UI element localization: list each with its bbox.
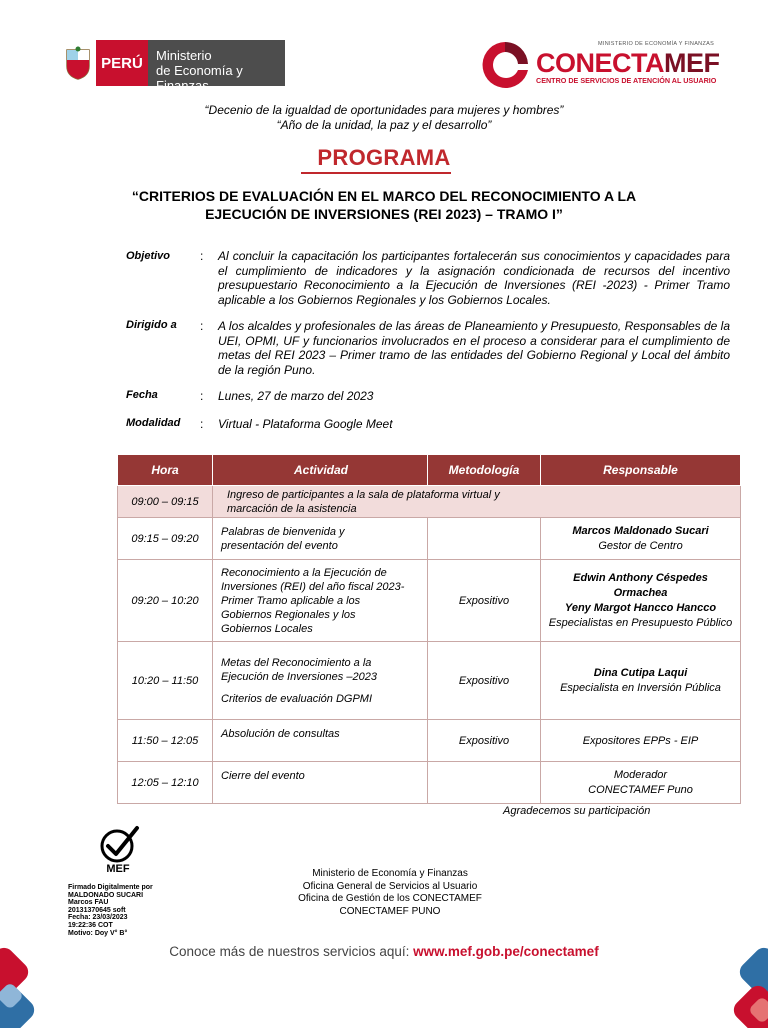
signature-line: 19:22:36 COT bbox=[68, 921, 113, 929]
dirigido-value: A los alcaldes y profesionales de las áreas de Planeamiento y Presupuesto, Responsables de la UEI, OPMI, UF y funcionarios involucrados en el proceso a considerar para el cumplimiento de metas del REI 2023 – Primer tramo de las entidades del Gobierno Regional y Local del ámbito de la región Puno. bbox=[218, 319, 730, 377]
row-actividad bbox=[213, 518, 428, 560]
row-actividad bbox=[213, 642, 428, 720]
row-metodologia bbox=[428, 518, 541, 560]
row-responsable bbox=[541, 762, 741, 804]
peru-label: PERÚ bbox=[96, 40, 148, 86]
ministry-line2: de Economía y Finanzas bbox=[156, 63, 243, 93]
row-hora: 11:50 – 12:05 bbox=[118, 720, 213, 762]
responsable-role: Especialistas en Presupuesto Público bbox=[548, 616, 733, 629]
table-row bbox=[118, 642, 741, 720]
footer-line4: CONECTAMEF PUNO bbox=[339, 905, 441, 917]
peru-mef-logo bbox=[60, 40, 285, 93]
conectamef-subtitle: CENTRO DE SERVICIOS DE ATENCIÓN AL USUARIO bbox=[536, 76, 717, 85]
header-hora: Hora bbox=[118, 455, 213, 486]
responsable-name: Ormachea bbox=[613, 586, 668, 599]
row-actividad bbox=[213, 720, 428, 762]
conectamef-link[interactable]: www.mef.gob.pe/conectamef bbox=[413, 944, 599, 959]
signature-line: Fecha: 23/03/2023 bbox=[68, 914, 128, 922]
conectamef-logo bbox=[478, 38, 728, 88]
title-underline bbox=[301, 172, 451, 174]
row-actividad-text: Ingreso de participantes a la sala de plataforma virtual y marcación de la asistencia bbox=[227, 488, 500, 515]
row-metodologia: Expositivo bbox=[428, 642, 541, 720]
schedule-header-row bbox=[118, 455, 741, 486]
modalidad-colon: : bbox=[200, 417, 204, 431]
header-actividad: Actividad bbox=[213, 455, 428, 486]
dirigido-label: Dirigido a bbox=[126, 319, 177, 331]
modalidad-label: Modalidad bbox=[126, 417, 181, 429]
row-responsable bbox=[541, 518, 741, 560]
mef-signature-mark bbox=[95, 824, 145, 874]
signature-line: Firmado Digitalmente por bbox=[68, 884, 153, 891]
conectamef-name-b: MEF bbox=[664, 48, 720, 78]
bottom-banner-text: Conoce más de nuestros servicios aquí: bbox=[169, 944, 414, 959]
row-responsable bbox=[541, 642, 741, 720]
responsable-role: Expositores EPPs - EIP bbox=[582, 734, 699, 747]
signature-line: Motivo: Doy V° B° bbox=[68, 929, 128, 937]
row-actividad-text: Reconocimiento a la Ejecución de Inversiones (REI) del año fiscal 2023- Primer Tramo aplicable a los Gobiernos Regionales y los Gobiernos Locales bbox=[221, 566, 405, 635]
fecha-label: Fecha bbox=[126, 389, 158, 401]
peru-coat-of-arms-icon bbox=[60, 40, 96, 86]
seal-text: MEF bbox=[106, 863, 130, 874]
objetivo-colon: : bbox=[200, 249, 204, 263]
program-subtitle bbox=[80, 187, 688, 223]
row-actividad-text: Criterios de evaluación DGPMI bbox=[221, 692, 373, 705]
table-row bbox=[118, 762, 741, 804]
schedule-table bbox=[117, 454, 741, 804]
row-hora: 10:20 – 11:50 bbox=[118, 642, 213, 720]
responsable-name: Dina Cutipa Laqui bbox=[593, 666, 688, 679]
conectamef-emblem-icon bbox=[478, 40, 532, 88]
row-metodologia: Expositivo bbox=[428, 720, 541, 762]
header-metodologia: Metodología bbox=[428, 455, 541, 486]
decree-line2: “Año de la unidad, la paz y el desarrollo” bbox=[276, 118, 492, 132]
row-actividad-text: Metas del Reconocimiento a la Ejecución de Inversiones –2023 bbox=[221, 656, 377, 683]
footer-line2: Oficina General de Servicios al Usuario bbox=[302, 880, 478, 892]
responsable-role: CONECTAMEF Puno bbox=[588, 783, 693, 796]
row-hora: 12:05 – 12:10 bbox=[118, 762, 213, 804]
row-responsable bbox=[541, 560, 741, 642]
ministry-label bbox=[148, 40, 285, 93]
footer-address bbox=[240, 868, 540, 918]
signature-line: MALDONADO SUCARI bbox=[68, 891, 144, 899]
objetivo-label: Objetivo bbox=[126, 250, 171, 262]
table-row bbox=[118, 560, 741, 642]
responsable-name: Edwin Anthony Céspedes bbox=[573, 571, 708, 584]
table-row bbox=[118, 720, 741, 762]
objetivo-value: Al concluir la capacitación los participantes fortalecerán sus conocimientos y capacidades para el cumplimiento de indicadores y la asignación condicionada de recursos del incentivo presupuestario Reconocimiento a la Ejecución de Inversiones (REI -2023) - Primer Tramo aplicable a los Gobiernos Regionales y los Gobiernos Locales. bbox=[218, 249, 730, 307]
page-title: PROGRAMA bbox=[317, 145, 451, 170]
digital-signature-text bbox=[68, 884, 153, 937]
row-actividad bbox=[213, 560, 428, 642]
bottom-banner bbox=[0, 944, 768, 959]
ministry-line1: Ministerio bbox=[156, 48, 212, 63]
row-responsable bbox=[541, 720, 741, 762]
conectamef-name-a: CONECTA bbox=[536, 48, 664, 78]
footer-line3: Oficina de Gestión de los CONECTAMEF bbox=[298, 893, 482, 904]
fecha-value: Lunes, 27 de marzo del 2023 bbox=[218, 389, 374, 403]
conectamef-name bbox=[536, 48, 720, 79]
dirigido-colon: : bbox=[200, 319, 204, 333]
row-hora: 09:20 – 10:20 bbox=[118, 560, 213, 642]
signature-line: 20131370645 soft bbox=[68, 906, 126, 914]
fecha-colon: : bbox=[200, 389, 204, 403]
modalidad-value: Virtual - Plataforma Google Meet bbox=[218, 417, 393, 431]
responsable-role: Especialista en Inversión Pública bbox=[560, 681, 721, 694]
responsable-role: Moderador bbox=[613, 768, 668, 781]
footer-line1: Ministerio de Economía y Finanzas bbox=[312, 868, 468, 879]
row-actividad-text: Absolución de consultas bbox=[221, 728, 340, 740]
row-hora: 09:15 – 09:20 bbox=[118, 518, 213, 560]
subtitle-line1: “CRITERIOS DE EVALUACIÓN EN EL MARCO DEL RECONOCIMIENTO A LA bbox=[131, 188, 637, 204]
row-hora: 09:00 – 09:15 bbox=[118, 486, 213, 518]
responsable-role: Gestor de Centro bbox=[598, 539, 683, 552]
decree-line1: “Decenio de la igualdad de oportunidades para mujeres y hombres” bbox=[204, 103, 564, 117]
row-metodologia bbox=[428, 762, 541, 804]
table-row bbox=[118, 518, 741, 560]
row-actividad-text: Cierre del evento bbox=[221, 770, 305, 782]
conectamef-top-text: MINISTERIO DE ECONOMÍA Y FINANZAS bbox=[598, 41, 715, 47]
signature-line: Marcos FAU bbox=[68, 899, 109, 907]
subtitle-line2: EJECUCIÓN DE INVERSIONES (REI 2023) – TRAMO I” bbox=[205, 206, 563, 222]
row-actividad bbox=[213, 762, 428, 804]
header-responsable: Responsable bbox=[541, 455, 741, 486]
table-row bbox=[118, 486, 741, 518]
row-actividad bbox=[213, 486, 741, 518]
row-metodologia: Expositivo bbox=[428, 560, 541, 642]
responsable-name: Marcos Maldonado Sucari bbox=[572, 524, 709, 537]
responsable-name: Yeny Margot Hancco Hancco bbox=[564, 601, 717, 614]
checkmark-seal-icon bbox=[95, 824, 145, 874]
thanks-note: Agradecemos su participación bbox=[503, 805, 651, 817]
row-actividad-text: Palabras de bienvenida y presentación del evento bbox=[221, 525, 345, 552]
